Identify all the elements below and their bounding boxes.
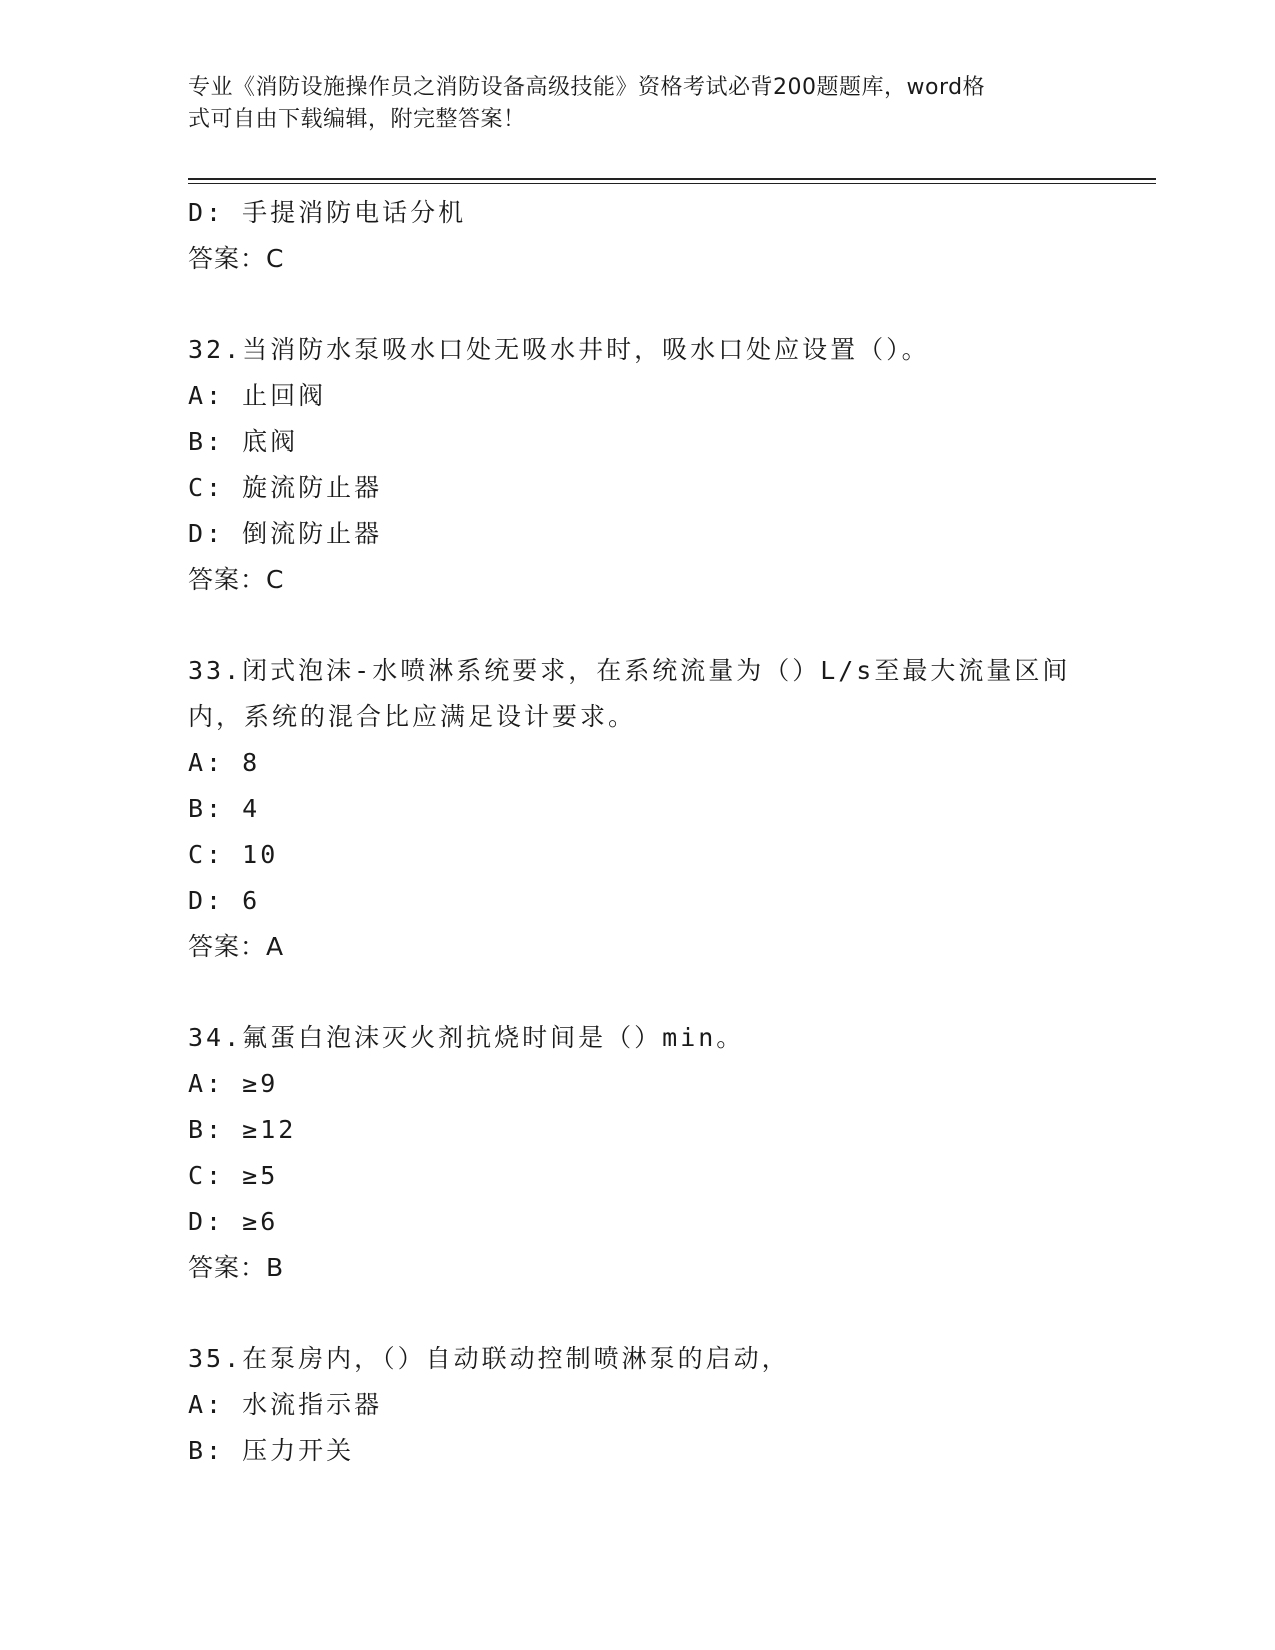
question-list [188, 190, 1088, 1474]
option-c: C: 10 [188, 840, 279, 869]
option-a: A: 水流指示器 [188, 1390, 383, 1419]
option-a: A: ≥9 [188, 1069, 279, 1098]
question-33 [188, 648, 1088, 970]
header-divider-thin [188, 183, 1156, 184]
answer-line: 答案：C [188, 565, 285, 594]
question-text-line-1: 33.闭式泡沫-水喷淋系统要求，在系统流量为（）L/s至最大流量区间 [188, 656, 1071, 685]
answer-line: 答案：C [188, 244, 285, 273]
option-b: B: 压力开关 [188, 1436, 355, 1465]
spacer [188, 1291, 1088, 1336]
question-35 [188, 1336, 1088, 1474]
question-31-tail [188, 190, 1088, 282]
option-a: A: 止回阀 [188, 381, 327, 410]
question-text-line-2: 内，系统的混合比应满足设计要求。 [188, 702, 637, 731]
option-b: B: 底阀 [188, 427, 299, 456]
option-d: D: 手提消防电话分机 [188, 198, 467, 227]
option-c: C: 旋流防止器 [188, 473, 383, 502]
option-b: B: 4 [188, 794, 261, 823]
option-d: D: 6 [188, 886, 261, 915]
question-text: 35.在泵房内，（）自动联动控制喷淋泵的启动， [188, 1344, 790, 1373]
header-line-2: 式可自由下载编辑，附完整答案！ [188, 107, 526, 132]
header-divider-thick [188, 178, 1156, 180]
spacer [188, 282, 1088, 327]
question-32 [188, 327, 1088, 603]
option-a: A: 8 [188, 748, 261, 777]
spacer [188, 970, 1088, 1015]
answer-line: 答案：B [188, 1253, 285, 1282]
document-header [188, 72, 1068, 136]
option-c: C: ≥5 [188, 1161, 279, 1190]
spacer [188, 603, 1088, 648]
answer-line: 答案：A [188, 932, 285, 961]
option-d: D: 倒流防止器 [188, 519, 383, 548]
option-d: D: ≥6 [188, 1207, 279, 1236]
header-line-1: 专业《消防设施操作员之消防设备高级技能》资格考试必背200题题库，word格 [188, 75, 986, 100]
question-text: 34.氟蛋白泡沫灭火剂抗烧时间是（）min。 [188, 1023, 745, 1052]
question-34 [188, 1015, 1088, 1291]
question-text: 32.当消防水泵吸水口处无吸水井时，吸水口处应设置（）。 [188, 335, 930, 364]
option-b: B: ≥12 [188, 1115, 297, 1144]
